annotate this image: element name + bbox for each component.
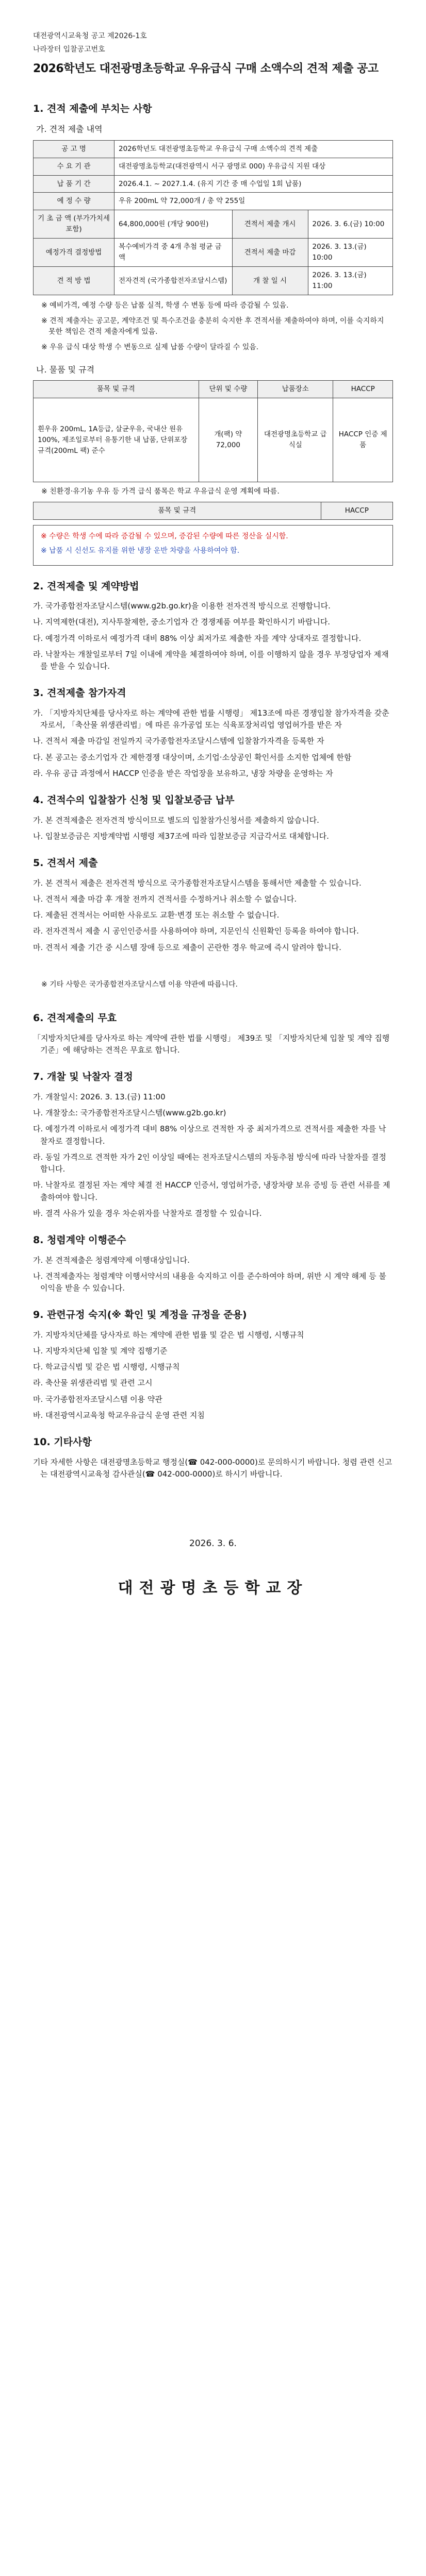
list-item: 다. 예정가격 이하로서 예정가격 대비 88% 이상으로 견적한 자 중 최저가격으로 견적서를 제출한 자를 낙찰자로 결정합니다. (33, 1124, 386, 1146)
table-key: 기 초 금 액 (부가가치세 포함) (34, 210, 114, 239)
table-row (34, 398, 393, 482)
list-item: 나. 지방자치단체 입찰 및 계약 집행기준 (33, 1346, 168, 1355)
table-key: 예 정 수 량 (34, 193, 114, 210)
list-item: 라. 축산물 위생관리법 및 관련 고시 (33, 1378, 153, 1388)
list-item: 마. 낙찰자로 결정된 자는 계약 체결 전 HACCP 인증서, 영업허가증, 냉장차량 보유 증빙 등 관련 서류를 제출하여야 합니다. (33, 1180, 390, 1202)
bid-info-table (33, 140, 393, 295)
notice-title: 2026학년도 대전광명초등학교 우유급식 구매 소액수의 견적 제출 공고 (33, 62, 379, 76)
list-item: 나. 지역제한(대전), 지사투찰제한, 중소기업자 간 경쟁제품 여부를 확인하시기 바랍니다. (33, 617, 331, 627)
list-item: 라. 우유 공급 과정에서 HACCP 인증을 받은 작업장을 보유하고, 냉장 차량을 운영하는 자 (33, 768, 333, 778)
list-item: 다. 본 공고는 중소기업자 간 제한경쟁 대상이며, 소기업·소상공인 확인서를 소지한 업체에 한함 (33, 752, 352, 762)
table-value: 대전광명초등학교(대전광역시 서구 광명로 000) 우유급식 지원 대상 (114, 158, 393, 175)
list-item: 라. 낙찰자는 개찰일로부터 7일 이내에 계약을 체결하여야 하며, 이를 이행하지 않을 경우 부정당업자 제재를 받을 수 있습니다. (33, 649, 389, 671)
column-header: 단위 및 수량 (199, 381, 258, 398)
table-header-row (34, 381, 393, 398)
haccp-cell: HACCP 인증 제품 (333, 398, 393, 482)
policy-note: ※ 친환경·유기농 우유 등 가격 급식 품목은 학교 우유급식 운영 계획에 따름. (41, 487, 280, 496)
warning-text: ※ 수량은 학생 수에 따라 증감될 수 있으며, 증감된 수량에 따른 정산을 실시함. (41, 532, 288, 540)
list-item: 바. 결격 사유가 있을 경우 차순위자를 낙찰자로 결정할 수 있습니다. (33, 1208, 262, 1218)
section-5-heading: 5. 견적서 제출 (33, 857, 98, 869)
warning-box (33, 525, 393, 566)
section-2-heading: 2. 견적제출 및 계약방법 (33, 580, 139, 592)
list-item: 라. 동일 가격으로 견적한 자가 2인 이상일 때에는 전자조달시스템의 자동추첨 방식에 따라 낙찰자를 결정합니다. (33, 1152, 386, 1174)
list-item: 마. 국가종합전자조달시스템 이용 약관 (33, 1394, 162, 1404)
list-item: 가. 국가종합전자조달시스템(www.g2b.go.kr)을 이용한 전자견적 방식으로 진행합니다. (33, 601, 331, 611)
section-4-heading: 4. 견적수의 입찰참가 신청 및 입찰보증금 납부 (33, 794, 235, 806)
note: ※ 예비가격, 예정 수량 등은 납품 실적, 학생 수 변동 등에 따라 증감될 수 있음. (41, 301, 289, 310)
section-1a-subheading: 가. 견적 제출 내역 (36, 124, 103, 134)
table-key: 개 찰 일 시 (232, 267, 308, 295)
table-key: 견적서 제출 마감 (232, 239, 308, 267)
issuer-name: 대전광명초등학교장 (118, 1579, 308, 1597)
section-7-heading: 7. 개찰 및 낙찰자 결정 (33, 1071, 133, 1083)
list-item: 가. 지방자치단체를 당사자로 하는 계약에 관한 법률 및 같은 법 시행령, 시행규칙 (33, 1330, 304, 1340)
table-value: 2026. 3. 6.(금) 10:00 (308, 210, 392, 239)
table-value: 2026. 3. 13.(금) 11:00 (308, 267, 392, 295)
column-header: HACCP (321, 502, 392, 520)
spec-cell: 흰우유 200mL, 1A등급, 살균우유, 국내산 원유 100%, 제조일로부터 유통기한 내 납품, 단위포장 규격(200mL 팩) 준수 (34, 398, 199, 482)
column-header: 납품장소 (258, 381, 333, 398)
column-header: 품목 및 규격 (34, 381, 199, 398)
table-header-row (34, 502, 393, 520)
table-row (34, 158, 393, 175)
table-key: 예정가격 결정방법 (34, 239, 114, 267)
list-item: 바. 대전광역시교육청 학교우유급식 운영 관련 지침 (33, 1410, 205, 1420)
list-item: 가. 본 견적제출은 청렴계약제 이행대상입니다. (33, 1255, 190, 1265)
section-1-heading: 1. 견적 제출에 부치는 사항 (33, 103, 152, 115)
section-3-heading: 3. 견적제출 참가자격 (33, 687, 126, 699)
list-item: 다. 학교급식법 및 같은 법 시행령, 시행규칙 (33, 1362, 180, 1372)
table-value: 2026.4.1. ~ 2027.1.4. (유지 기간 중 매 수업일 1회 납품) (114, 175, 393, 193)
list-item: 나. 견적서 제출 마감 후 개찰 전까지 견적서를 수정하거나 취소할 수 없습니다. (33, 894, 297, 904)
table-row (34, 210, 393, 239)
table-value: 2026학년도 대전광명초등학교 우유급식 구매 소액수의 견적 제출 (114, 140, 393, 158)
section-6-heading: 6. 견적제출의 무효 (33, 1012, 117, 1024)
table-key: 수 요 기 관 (34, 158, 114, 175)
table-value: 우유 200mL 약 72,000개 / 총 약 255일 (114, 193, 393, 210)
list-item: 나. 개찰장소: 국가종합전자조달시스템(www.g2b.go.kr) (33, 1108, 226, 1118)
table-value: 복수예비가격 중 4개 추첨 평균 금액 (114, 239, 233, 267)
table-key: 견 적 방 법 (34, 267, 114, 295)
section-5-footer: ※ 기타 사항은 국가종합전자조달시스템 이용 약관에 따릅니다. (41, 980, 238, 989)
list-item: 가. 개찰일시: 2026. 3. 13.(금) 11:00 (33, 1092, 166, 1101)
place-cell: 대전광명초등학교 급식실 (258, 398, 333, 482)
section-1-notes (33, 300, 393, 353)
table-value: 64,800,000원 (개당 900원) (114, 210, 233, 239)
column-header: HACCP (333, 381, 393, 398)
list-item: 나. 견적서 제출 마감일 전일까지 국가종합전자조달시스템에 입찰참가자격을 등록한 자 (33, 736, 324, 746)
table-value: 2026. 3. 13.(금) 10:00 (308, 239, 392, 267)
notice-date: 2026. 3. 6. (189, 1538, 237, 1549)
notice-number: 대전광역시교육청 공고 제2026-1호 (33, 32, 147, 40)
section-10-heading: 10. 기타사항 (33, 1436, 92, 1448)
section-8-heading: 8. 청렴계약 이행준수 (33, 1234, 126, 1246)
list-item: 마. 견적서 제출 기간 중 시스템 장애 등으로 제출이 곤란한 경우 학교에 즉시 알려야 합니다. (33, 942, 341, 952)
list-item: 라. 전자견적서 제출 시 공인인증서를 사용하여야 하며, 지문인식 신원확인 등록을 하여야 합니다. (33, 926, 359, 936)
list-item: 「지방자치단체를 당사자로 하는 계약에 관한 법률 시행령」 제39조 및 「지방자치단체 입찰 및 계약 집행기준」에 해당하는 견적은 무효로 합니다. (33, 1033, 390, 1055)
section-1b-subheading: 나. 물품 및 규격 (36, 364, 95, 375)
list-item: 다. 예정가격 이하로서 예정가격 대비 88% 이상 최저가로 제출한 자를 계약 상대자로 결정합니다. (33, 633, 362, 643)
list-item: 가. 본 견적제출은 전자견적 방식이므로 별도의 입찰참가신청서를 제출하지 않습니다. (33, 815, 319, 825)
list-item: 가. 「지방자치단체를 당사자로 하는 계약에 관한 법률 시행령」 제13조에 따른 경쟁입찰 참가자격을 갖춘 자로서, 「축산물 위생관리법」에 따른 유가공업 또는 식육포장처리업 영업허가를 받은 자 (33, 708, 389, 730)
note: ※ 견적 제출자는 공고문, 계약조건 및 특수조건을 충분히 숙지한 후 견적서를 제출하여야 하며, 이를 숙지하지 못한 책임은 견적 제출자에게 있음. (41, 316, 384, 336)
table-key: 공 고 명 (34, 140, 114, 158)
warning-text: ※ 납품 시 신선도 유지를 위한 냉장 운반 차량을 사용하여야 함. (41, 547, 240, 555)
column-header: 품목 및 규격 (34, 502, 321, 520)
board-number: 나라장터 입찰공고번호 (33, 45, 105, 54)
table-key: 견적서 제출 개시 (232, 210, 308, 239)
list-item: 기타 자세한 사항은 대전광명초등학교 행정실(☎ 042-000-0000)로 문의하시기 바랍니다. 청렴 관련 신고는 대전광역시교육청 감사관실(☎ 042-000-0000)로 하시기 바랍니다. (33, 1457, 392, 1479)
table-key: 납 품 기 간 (34, 175, 114, 193)
table-row (34, 267, 393, 295)
table-row (34, 175, 393, 193)
list-item: 나. 견적제출자는 청렴계약 이행서약서의 내용을 숙지하고 이를 준수하여야 하며, 위반 시 계약 해제 등 불이익을 받을 수 있습니다. (33, 1271, 386, 1293)
table-row (34, 193, 393, 210)
policy-table (33, 502, 393, 520)
table-row (34, 239, 393, 267)
table-row (34, 140, 393, 158)
unit-cell: 개(팩) 약 72,000 (199, 398, 258, 482)
list-item: 다. 제출된 견적서는 어떠한 사유로도 교환·변경 또는 취소할 수 없습니다. (33, 910, 280, 920)
note: ※ 우유 급식 대상 학생 수 변동으로 실제 납품 수량이 달라질 수 있음. (41, 343, 259, 351)
section-9-heading: 9. 관련규정 숙지(※ 확인 및 계정을 규정을 준용) (33, 1309, 247, 1321)
list-item: 가. 본 견적서 제출은 전자견적 방식으로 국가종합전자조달시스템을 통해서만 제출할 수 있습니다. (33, 878, 362, 888)
item-spec-table (33, 380, 393, 482)
list-item: 나. 입찰보증금은 지방계약법 시행령 제37조에 따라 입찰보증금 지급각서로 대체합니다. (33, 831, 329, 841)
table-value: 전자견적 (국가종합전자조달시스템) (114, 267, 233, 295)
